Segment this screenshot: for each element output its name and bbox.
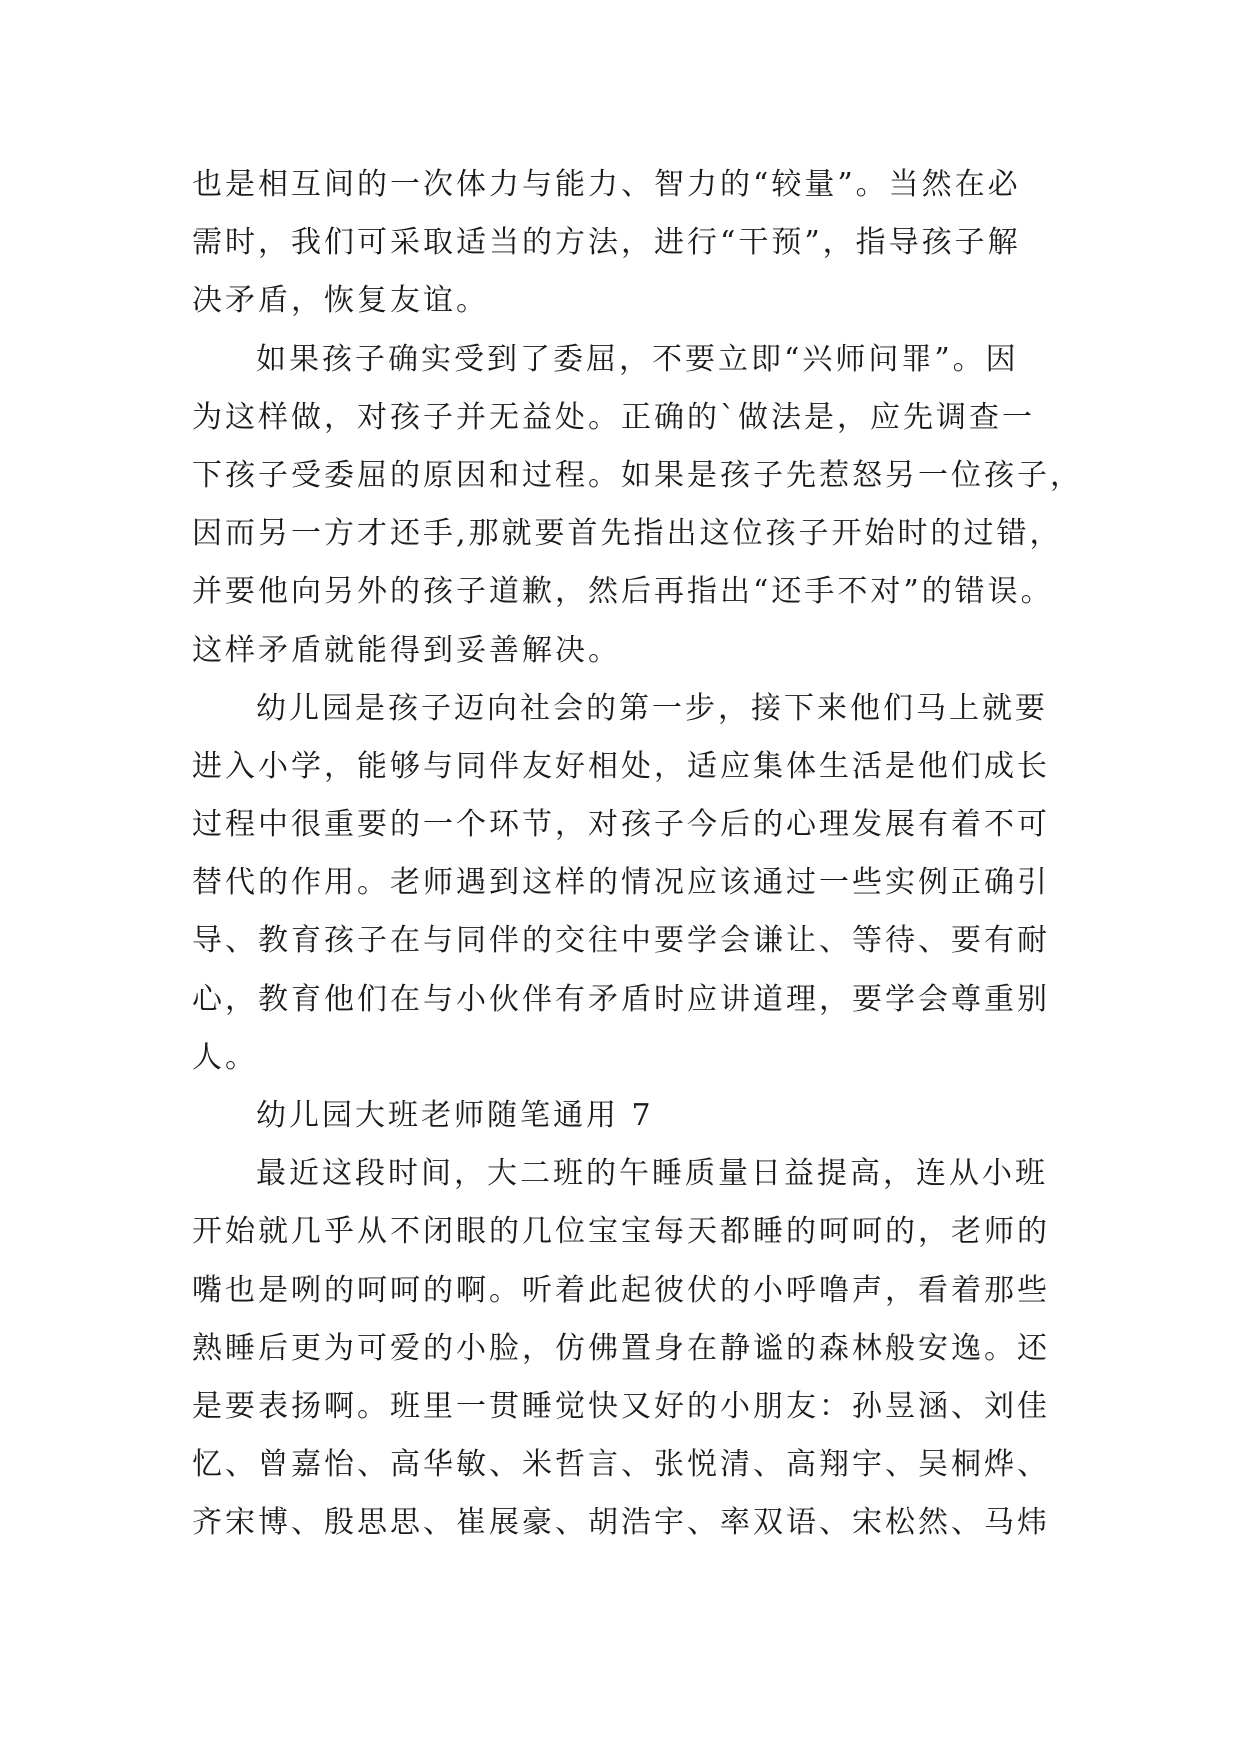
text-line: 人。	[192, 1039, 258, 1075]
text-line: 熟睡后更为可爱的小脸，仿佛置身在静谧的森林般安逸。还	[192, 1330, 1050, 1366]
text-line: 过程中很重要的一个环节，对孩子今后的心理发展有着不可	[192, 807, 1050, 843]
text-line: 需时，我们可采取适当的方法，进行“干预”，指导孩子解	[192, 225, 1021, 261]
text-line: 心，教育他们在与小伙伴有矛盾时应讲道理，要学会尊重别	[192, 981, 1050, 1017]
text-line: 导、教育孩子在与同伴的交往中要学会谦让、等待、要有耐	[192, 923, 1050, 959]
text-line: 决矛盾，恢复友谊。	[192, 283, 489, 319]
paragraph-start-line: 如果孩子确实受到了委屈，不要立即“兴师问罪”。因	[256, 341, 1019, 377]
text-line: 替代的作用。老师遇到这样的情况应该通过一些实例正确引	[192, 865, 1050, 901]
text-line: 齐宋博、殷思思、崔展豪、胡浩宇、率双语、宋松然、马炜	[192, 1505, 1050, 1541]
text-line: 进入小学，能够与同伴友好相处，适应集体生活是他们成长	[192, 748, 1050, 784]
text-line: 并要他向另外的孩子道歉，然后再指出“还手不对”的错误。	[192, 574, 1054, 610]
text-line: 嘴也是咧的呵呵的啊。听着此起彼伏的小呼噜声，看着那些	[192, 1272, 1050, 1308]
section-heading: 幼儿园大班老师随笔通用 7	[256, 1098, 654, 1133]
text-line: 也是相互间的一次体力与能力、智力的“较量”。当然在必	[192, 167, 1021, 202]
text-line: 这样矛盾就能得到妥善解决。	[192, 632, 621, 668]
body-text	[192, 156, 1083, 1553]
text-line: 因而另一方才还手,那就要首先指出这位孩子开始时的过错，	[192, 516, 1063, 552]
text-line: 为这样做，对孩子并无益处。正确的`做法是，应先调查一	[192, 399, 1035, 435]
text-line: 下孩子受委屈的原因和过程。如果是孩子先惹怒另一位孩子，	[192, 457, 1083, 493]
paragraph-start-line: 最近这段时间，大二班的午睡质量日益提高，连从小班	[256, 1156, 1048, 1192]
text-line: 开始就几乎从不闭眼的几位宝宝每天都睡的呵呵的，老师的	[192, 1214, 1050, 1250]
text-line: 忆、曾嘉怡、高华敏、米哲言、张悦清、高翔宇、吴桐烨、	[192, 1447, 1050, 1483]
text-line: 是要表扬啊。班里一贯睡觉快又好的小朋友：孙昱涵、刘佳	[192, 1388, 1050, 1424]
paragraph-start-line: 幼儿园是孩子迈向社会的第一步，接下来他们马上就要	[256, 690, 1048, 726]
